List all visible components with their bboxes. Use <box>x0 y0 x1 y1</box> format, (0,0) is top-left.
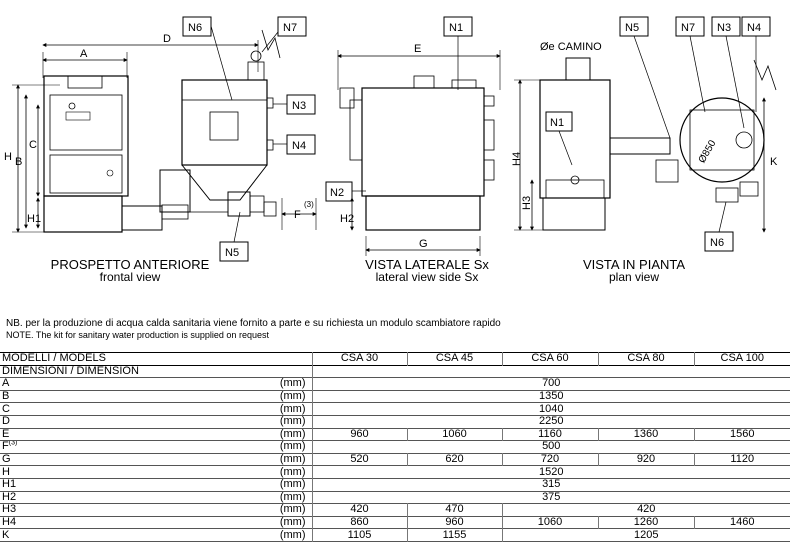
plan-view-title-en: plan view <box>608 270 660 284</box>
table-row-value: 1105 <box>312 529 407 542</box>
table-row <box>0 390 790 403</box>
table-row-value: 1060 <box>407 428 502 441</box>
table-row-name: B <box>2 390 10 403</box>
tag-N3-front: N3 <box>292 100 307 112</box>
table-row-value: 1350 <box>312 390 790 403</box>
table-row-value: 1260 <box>598 516 694 529</box>
table-row <box>0 415 790 428</box>
plan-view-caption <box>564 258 704 284</box>
table-row <box>0 403 790 416</box>
table-row-value: 620 <box>407 453 502 466</box>
dim-H4-label: H4 <box>511 151 523 166</box>
table-model-3: CSA 80 <box>598 353 694 366</box>
table-row <box>0 491 790 504</box>
table-row-unit: (mm) <box>279 478 306 491</box>
table-row-value: 1205 <box>502 529 790 542</box>
table-row-name: A <box>2 377 10 390</box>
tag-N1-side: N1 <box>449 22 464 34</box>
table-row-name: H2 <box>2 491 17 503</box>
tag-N7-front: N7 <box>283 22 298 34</box>
dim-B-label: B <box>15 156 23 168</box>
table-row-value: 960 <box>407 516 502 529</box>
tag-N5-plan: N5 <box>625 22 640 34</box>
table-model-4: CSA 100 <box>694 353 790 366</box>
dim-F-label: F <box>294 209 301 221</box>
dim-diameter-label: Ø850 <box>696 138 719 166</box>
table-model-0: CSA 30 <box>312 353 407 366</box>
table-row-value: 700 <box>312 378 790 391</box>
dim-G-label: G <box>419 238 428 250</box>
table-dimension-caption-row <box>0 365 790 378</box>
table-row-value: 1120 <box>694 453 790 466</box>
table-row-value: 960 <box>312 428 407 441</box>
note-english: NOTE. The kit for sanitary water production is supplied on request <box>6 330 269 340</box>
note-italian: NB. per la produzione di acqua calda sanitaria viene fornito a parte e su richiesta un modulo scambiatore rapido <box>6 318 501 329</box>
front-view-caption <box>40 258 220 284</box>
front-view <box>4 17 316 261</box>
table-row-value: 315 <box>312 478 790 491</box>
side-view-caption <box>352 258 502 284</box>
table-row <box>0 529 790 542</box>
table-row-unit: (mm) <box>279 465 306 478</box>
tag-N6-plan: N6 <box>710 237 725 249</box>
table-row-value: 1360 <box>598 428 694 441</box>
table-row-value: 500 <box>312 441 790 454</box>
table-header-row <box>0 353 790 366</box>
table-row-unit: (mm) <box>279 390 306 403</box>
dim-C-label: C <box>29 139 37 151</box>
tag-N4-front: N4 <box>292 140 307 152</box>
table-row <box>0 428 790 441</box>
plan-view <box>511 17 778 251</box>
tag-N2-side: N2 <box>330 187 345 199</box>
table-row <box>0 441 790 454</box>
front-view-title-en: frontal view <box>99 270 161 284</box>
dim-H-label: H <box>4 151 12 163</box>
table-row-unit: (mm) <box>279 516 306 529</box>
table-row-name: K <box>2 528 10 541</box>
table-row-value: 420 <box>312 504 407 517</box>
table-row-unit: (mm) <box>279 377 306 390</box>
dim-D-label: D <box>163 33 171 45</box>
table-row-name: E <box>2 428 10 440</box>
tag-N4-plan: N4 <box>747 22 762 34</box>
table-row-unit: (mm) <box>279 491 306 503</box>
table-row-value: 1520 <box>312 466 790 479</box>
table-row-name: H1 <box>2 478 17 491</box>
table-row-value: 470 <box>407 504 502 517</box>
table-row-name: H4 <box>2 516 17 529</box>
tag-N7-plan: N7 <box>681 22 696 34</box>
table-row-name: G <box>2 453 11 466</box>
table-row-value: 1040 <box>312 403 790 416</box>
table-header-dimension-label: DIMENSIONI / DIMENSION <box>2 365 139 377</box>
table-row-unit: (mm) <box>279 402 306 415</box>
table-row-value: 420 <box>502 504 790 517</box>
dim-H2-label: H2 <box>340 213 355 225</box>
dim-F-superscript: (3) <box>304 200 314 209</box>
plan-view-title-it: VISTA IN PIANTA <box>582 257 686 272</box>
table-row-unit: (mm) <box>279 528 306 541</box>
table-header-models-label: MODELLI / MODELS <box>2 352 106 365</box>
tag-N1-plan: N1 <box>550 117 565 129</box>
dim-H1-label: H1 <box>27 213 42 225</box>
table-row-value: 1460 <box>694 516 790 529</box>
table-row-value: 1155 <box>407 529 502 542</box>
table-row-value: 375 <box>312 491 790 504</box>
table-row <box>0 516 790 529</box>
table-row-name: H3 <box>2 503 17 516</box>
table-row <box>0 478 790 491</box>
table-row-superscript: (3) <box>8 440 18 447</box>
table-row-value: 1160 <box>502 428 598 441</box>
table-row-value: 860 <box>312 516 407 529</box>
table-row-name: D <box>2 415 10 428</box>
table-row-value: 720 <box>502 453 598 466</box>
tag-N6-front: N6 <box>188 22 203 34</box>
side-view <box>326 17 500 256</box>
table-empty-cell <box>312 365 790 378</box>
table-row <box>0 504 790 517</box>
table-row-name: H <box>2 465 10 478</box>
chimney-label: Øe CAMINO <box>540 41 602 53</box>
table-row-value: 2250 <box>312 415 790 428</box>
dim-K-label: K <box>770 156 778 168</box>
table-row-unit: (mm) <box>279 415 306 428</box>
dim-A-label: A <box>80 48 88 60</box>
table-row-name: $F^{(3)}$ <box>2 440 18 453</box>
front-view-title-it: PROSPETTO ANTERIORE <box>50 257 210 272</box>
table-row-value: 1060 <box>502 516 598 529</box>
tag-N5-front: N5 <box>225 247 240 259</box>
dimension-table <box>0 352 790 542</box>
table-model-1: CSA 45 <box>407 353 502 366</box>
table-row-value: 1560 <box>694 428 790 441</box>
table-row-value: 920 <box>598 453 694 466</box>
tag-N3-plan: N3 <box>717 22 732 34</box>
table-row <box>0 378 790 391</box>
table-row-unit: (mm) <box>279 440 306 453</box>
table-row <box>0 466 790 479</box>
table-row-unit: (mm) <box>279 503 306 516</box>
side-view-title-it: VISTA LATERALE Sx <box>365 257 489 272</box>
dim-H3-label: H3 <box>521 195 533 210</box>
dim-E-label: E <box>414 43 422 55</box>
side-view-title-en: lateral view side Sx <box>375 270 479 284</box>
table-row-unit: (mm) <box>279 453 306 466</box>
table-model-2: CSA 60 <box>502 353 598 366</box>
table-row <box>0 453 790 466</box>
table-row-name: C <box>2 402 10 415</box>
table-row-unit: (mm) <box>279 428 306 440</box>
table-row-value: 520 <box>312 453 407 466</box>
